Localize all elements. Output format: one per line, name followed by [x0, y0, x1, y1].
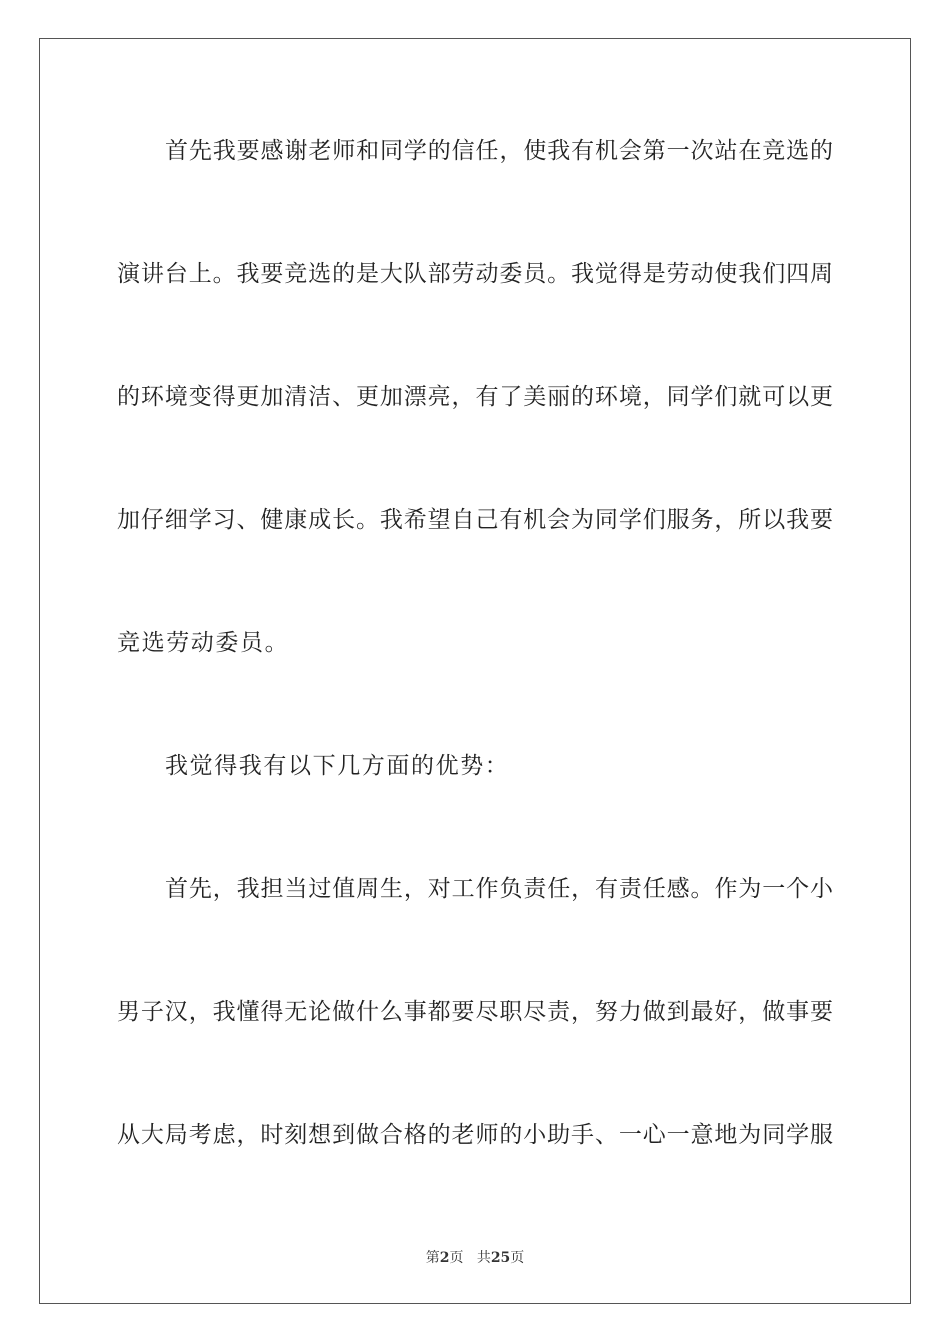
- paragraph-line-4: 加仔细学习、健康成长。我希望自己有机会为同学们服务，所以我要: [117, 507, 833, 533]
- paragraph-line-8: 男子汉，我懂得无论做什么事都要尽职尽责，努力做到最好，做事要: [117, 999, 833, 1025]
- total-prefix: 共: [476, 1250, 491, 1266]
- paragraph-line-3: 的环境变得更加清洁、更加漂亮，有了美丽的环境，同学们就可以更: [117, 384, 833, 410]
- paragraph-line-6: 我觉得我有以下几方面的优势：: [165, 753, 510, 779]
- paragraph-line-1: 首先我要感谢老师和同学的信任，使我有机会第一次站在竞选的: [165, 138, 833, 164]
- paragraph-line-5: 竞选劳动委员。: [117, 630, 290, 656]
- page-prefix: 第: [425, 1250, 440, 1266]
- paragraph-line-2: 演讲台上。我要竞选的是大队部劳动委员。我觉得是劳动使我们四周: [117, 261, 833, 287]
- page-frame: [39, 38, 911, 1304]
- page-number: 2: [439, 1250, 450, 1266]
- paragraph-line-7: 首先，我担当过值周生，对工作负责任，有责任感。作为一个小: [165, 876, 833, 902]
- total-suffix: 页: [510, 1250, 525, 1266]
- paragraph-line-9: 从大局考虑，时刻想到做合格的老师的小助手、一心一意地为同学服: [117, 1122, 833, 1148]
- page-suffix: 页: [449, 1250, 464, 1266]
- page-footer: [0, 1247, 950, 1267]
- total-pages: 25: [490, 1250, 511, 1266]
